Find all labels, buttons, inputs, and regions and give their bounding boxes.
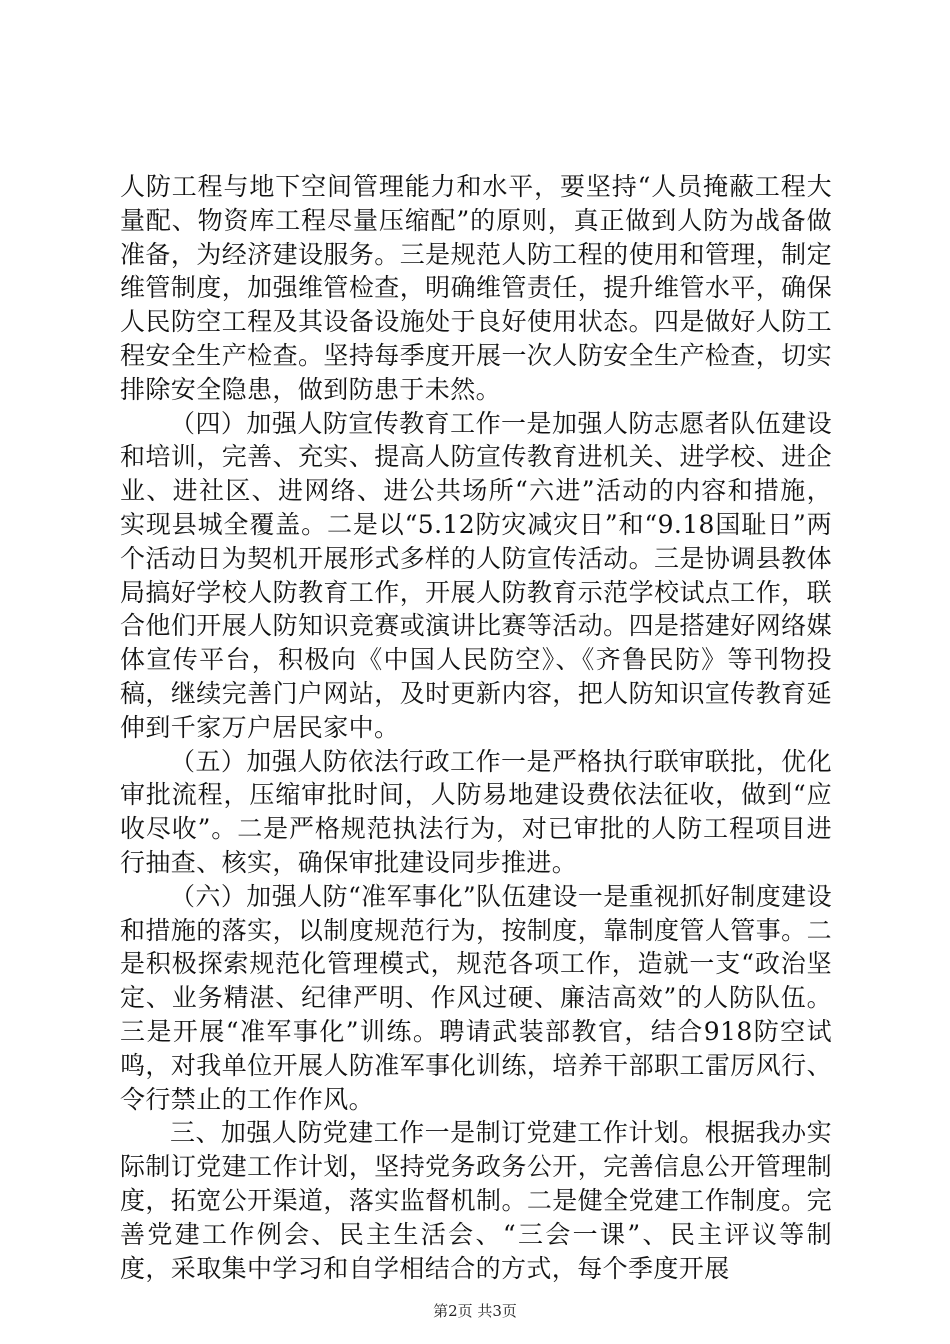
paragraph-section-4: （四）加强人防宣传教育工作一是加强人防志愿者队伍建设和培训，完善、充实、提高人防宣传教育进机关、进学校、进企业、进社区、进网络、进公共场所“六进”活动的内容和措施，实现县城全覆盖。二是以“5.12防灾减灾日”和“9.18国耻日”两个活动日为契机开展形式多样的人防宣传活动。三是协调县教体局搞好学校人防教育工作，开展人防教育示范学校试点工作，联合他们开展人防知识竞赛或演讲比赛等活动。四是搭建好网络媒体宣传平台，积极向《中国人民防空》、《齐鲁民防》等刊物投稿，继续完善门户网站，及时更新内容，把人防知识宣传教育延伸到千家万户居民家中。 [120, 408, 832, 742]
page-footer [0, 1301, 950, 1321]
paragraph-section-5: （五）加强人防依法行政工作一是严格执行联审联批，优化审批流程，压缩审批时间，人防易地建设费依法征收，做到“应收尽收”。二是严格规范执法行为，对已审批的人防工程项目进行抽查、核实，确保审批建设同步推进。 [120, 746, 832, 877]
paragraph-section-6: （六）加强人防“准军事化”队伍建设一是重视抓好制度建设和措施的落实，以制度规范行为，按制度，靠制度管人管事。二是积极探索规范化管理模式，规范各项工作，造就一支“政治坚定、业务精湛、纪律严明、作风过硬、廉洁高效”的人防队伍。三是开展“准军事化”训练。聘请武装部教官，结合918防空试鸣，对我单位开展人防准军事化训练，培养干部职工雷厉风行、令行禁止的工作作风。 [120, 881, 832, 1114]
paragraph-part-3: 三、加强人防党建工作一是制订党建工作计划。根据我办实际制订党建工作计划，坚持党务政务公开，完善信息公开管理制度，拓宽公开渠道，落实监督机制。二是健全党建工作制度。完善党建工作例会、民主生活会、“三会一课”、民主评议等制度，采取集中学习和自学相结合的方式，每个季度开展 [120, 1118, 832, 1283]
paragraph-continuation: 人防工程与地下空间管理能力和水平，要坚持“人员掩蔽工程大量配、物资库工程尽量压缩配”的原则，真正做到人防为战备做准备，为经济建设服务。三是规范人防工程的使用和管理，制定维管制度，加强维管检查，明确维管责任，提升维管水平，确保人民防空工程及其设备设施处于良好使用状态。四是做好人防工程安全生产检查。坚持每季度开展一次人防安全生产检查，切实排除安全隐患，做到防患于未然。 [120, 172, 832, 404]
document-body [120, 170, 832, 1285]
page-number-label: 第2页 共3页 [433, 1302, 517, 1320]
